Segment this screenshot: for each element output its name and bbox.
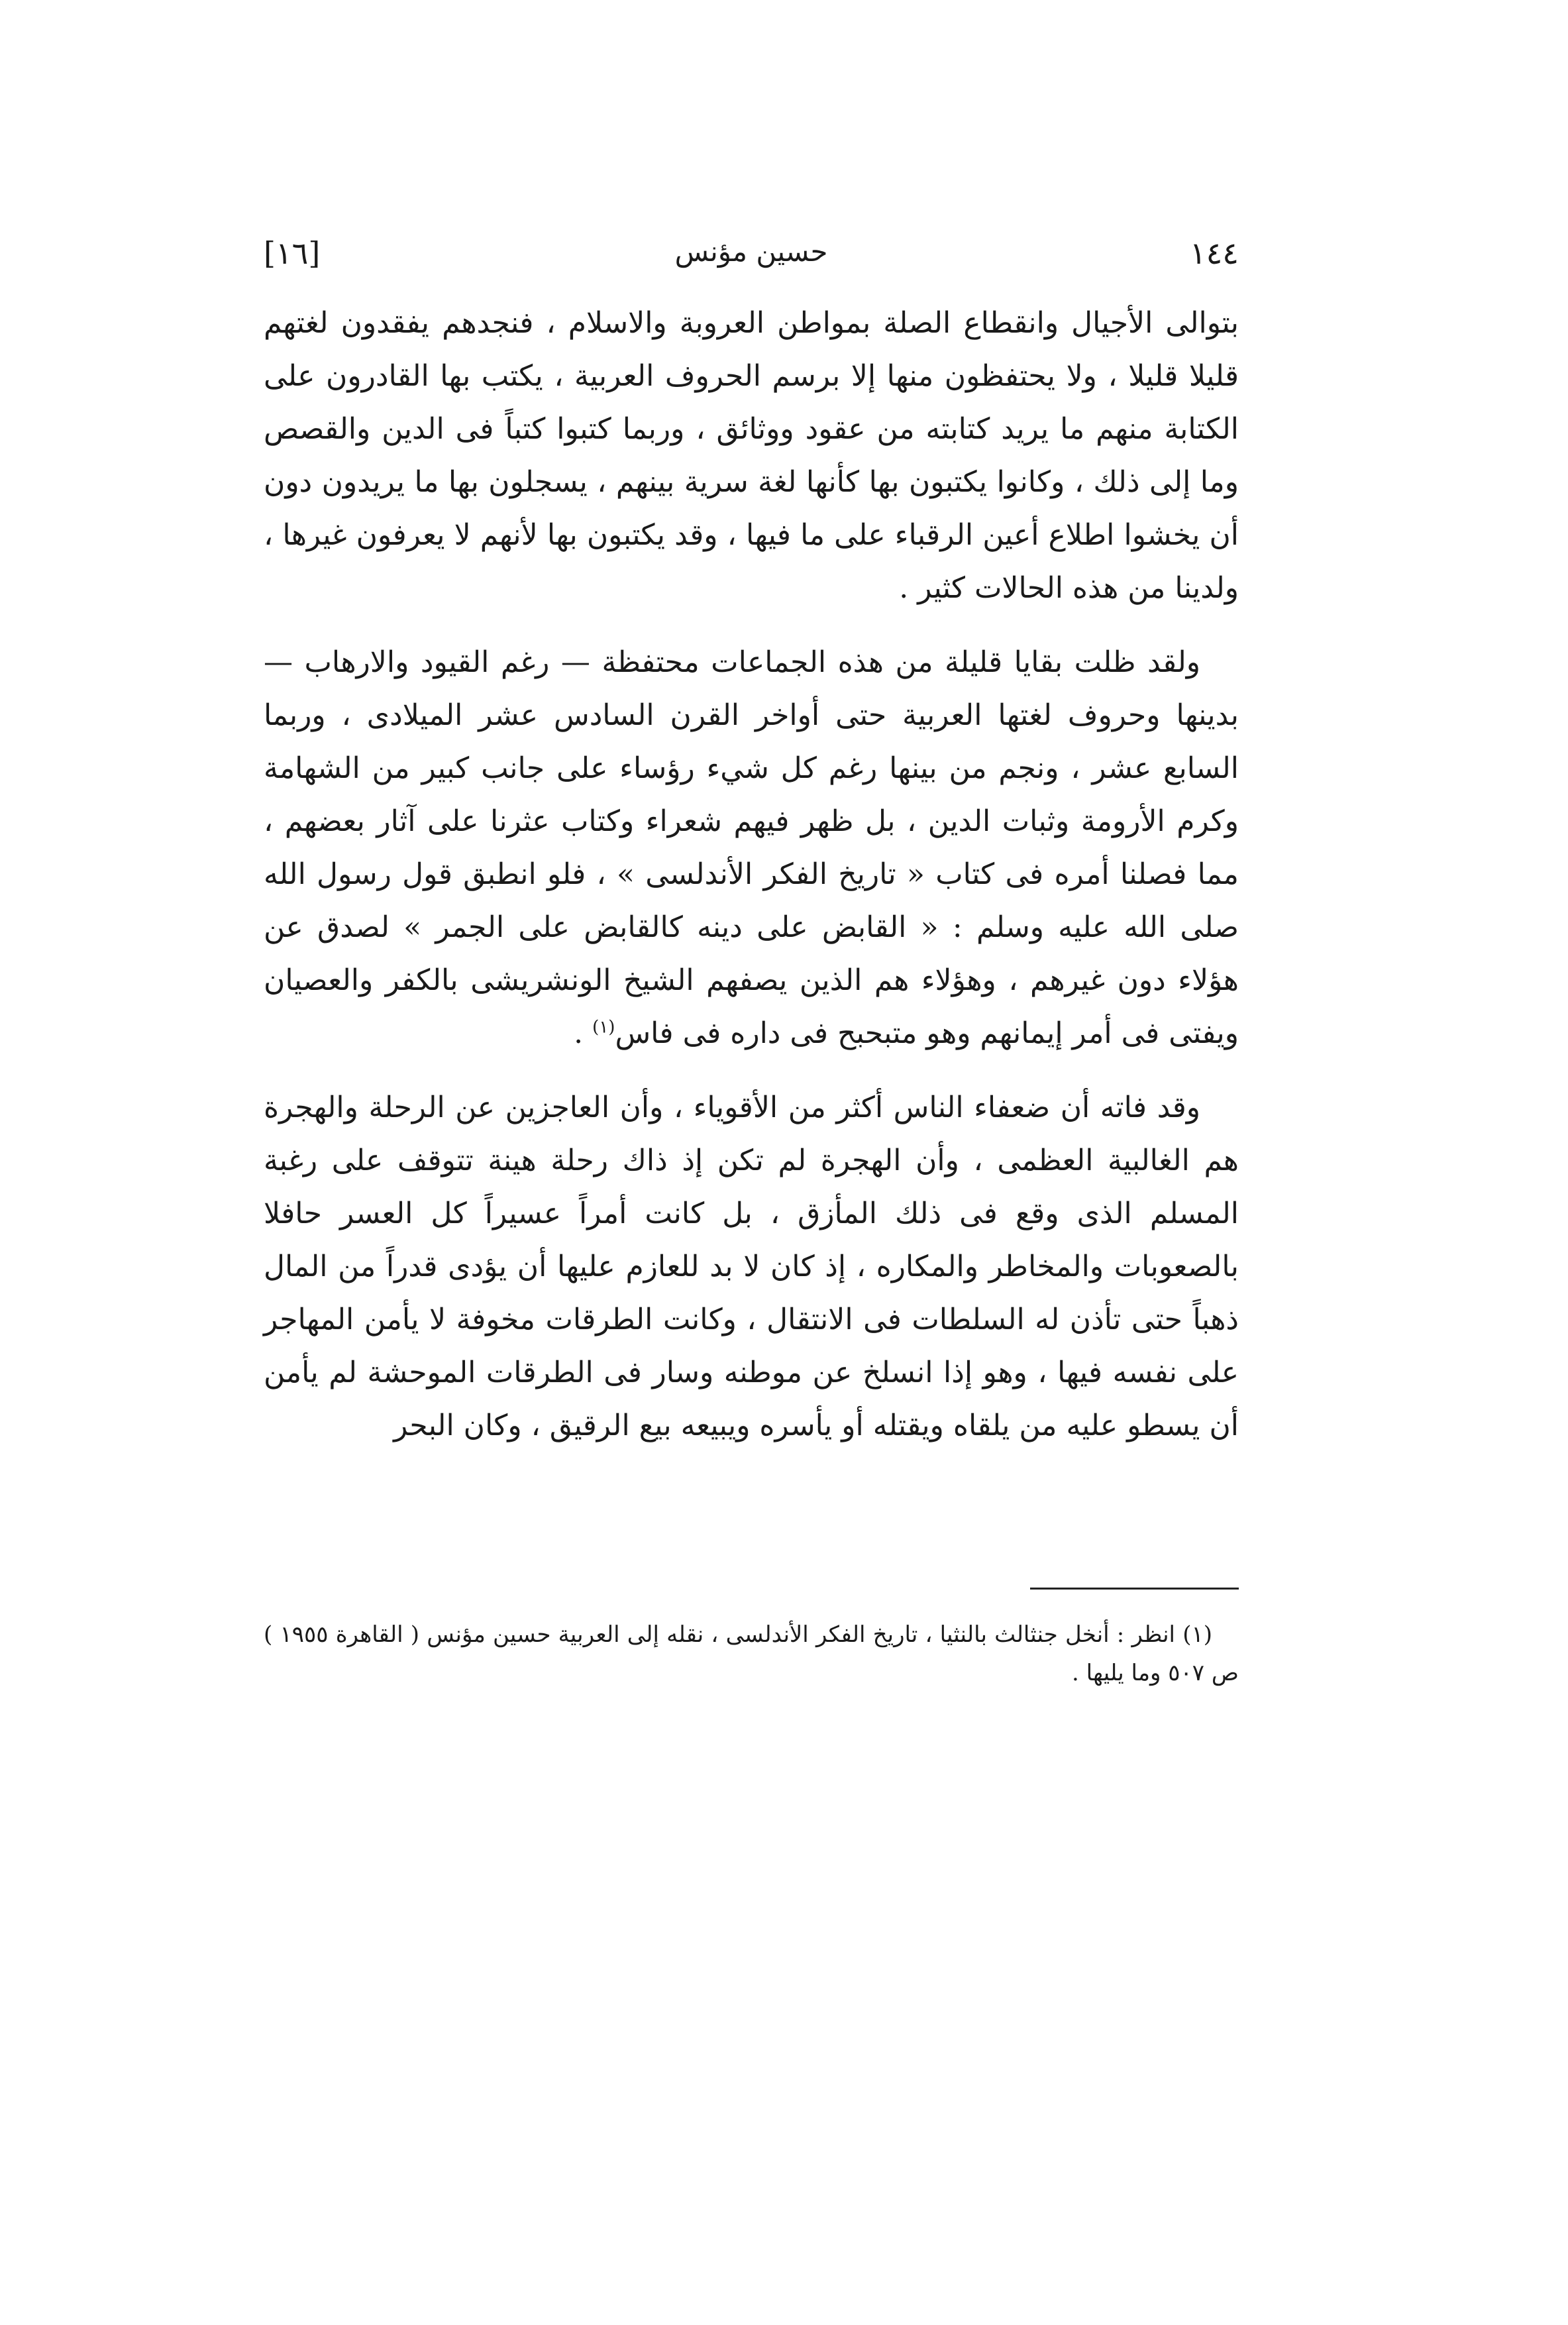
running-title: حسين مؤنس (674, 235, 828, 268)
body-text (264, 297, 1239, 1452)
paragraph-2-end: . (574, 1016, 593, 1050)
paragraph-3-text: وقد فاته أن ضعفاء الناس أكثر من الأقوياء ، وأن العاجزين عن الرحلة والهجرة هم الغالبية العظمى ، وأن الهجرة لم تكن إذ ذاك رحلة هينة تتوقف على رغبة المسلم الذى وقع فى ذلك المأزق ، بل كانت أمراً عسيراً كل العسر حافلا بالصعوبات والمخاطر والمكاره ، إذ كان لا بد للعازم عليها أن يؤدى قدراً من المال ذهباً حتى تأذن له السلطات فى الانتقال ، وكانت الطرقات مخوفة لا يأمن المهاجر على نفسه فيها ، وهو إذا انسلخ عن موطنه وسار فى الطرقات الموحشة لم يأمن أن يسطو عليه من يلقاه ويقتله أو يأسره ويبيعه بيع الرقيق ، وكان البحر (264, 1091, 1239, 1442)
section-marker: [١٦] (264, 235, 321, 271)
page-header (264, 235, 1239, 275)
paragraph-2 (264, 636, 1239, 1060)
footnotes (264, 1615, 1239, 1692)
paragraph-2-text: ولقد ظلت بقايا قليلة من هذه الجماعات محتفظة — رغم القيود والارهاب — بدينها وحروف لغتها العربية حتى أواخر القرن السادس عشر الميلادى ، وربما السابع عشر ، ونجم من بينها رغم كل شيء رؤساء على جانب كبير من الشهامة وكرم الأرومة وثبات الدين ، بل ظهر فيهم شعراء وكتاب عثرنا على آثار بعضهم ، مما فصلنا أمره فى كتاب « تاريخ الفكر الأندلسى » ، فلو انطبق قول رسول الله صلى الله عليه وسلم : « القابض على دينه كالقابض على الجمر » لصدق عن هؤلاء دون غيرهم ، وهؤلاء هم الذين يصفهم الشيخ الونشريشى بالكفر والعصيان ويفتى فى أمر إيمانهم وهو متبحبح فى داره فى فاس (264, 645, 1239, 1050)
paragraph-3 (264, 1081, 1239, 1452)
paragraph-1-text: بتوالى الأجيال وانقطاع الصلة بمواطن العروبة والاسلام ، فنجدهم يفقدون لغتهم قليلا قليلا ، ولا يحتفظون منها إلا برسم الحروف العربية ، يكتب بها القادرون على الكتابة منهم ما يريد كتابته من عقود ووثائق ، وربما كتبوا كتباً فى الدين والقصص وما إلى ذلك ، وكانوا يكتبون بها كأنها لغة سرية بينهم ، يسجلون بها ما يريدون دون أن يخشوا اطلاع أعين الرقباء على ما فيها ، وقد يكتبون بها لأنهم لا يعرفون غيرها ، ولدينا من هذه الحالات كثير . (264, 306, 1239, 605)
footnote-divider (1030, 1588, 1239, 1590)
footnote-reference-1[interactable]: (١) (592, 1017, 615, 1038)
page-number: ١٤٤ (1189, 235, 1239, 271)
footnote-1: (١) انظر : أنخل جنثالث بالنثيا ، تاريخ الفكر الأندلسى ، نقله إلى العربية حسين مؤنس ( القاهرة ١٩٥٥ ) ص ٥٠٧ وما يليها . (264, 1621, 1239, 1686)
paragraph-1 (264, 297, 1239, 615)
